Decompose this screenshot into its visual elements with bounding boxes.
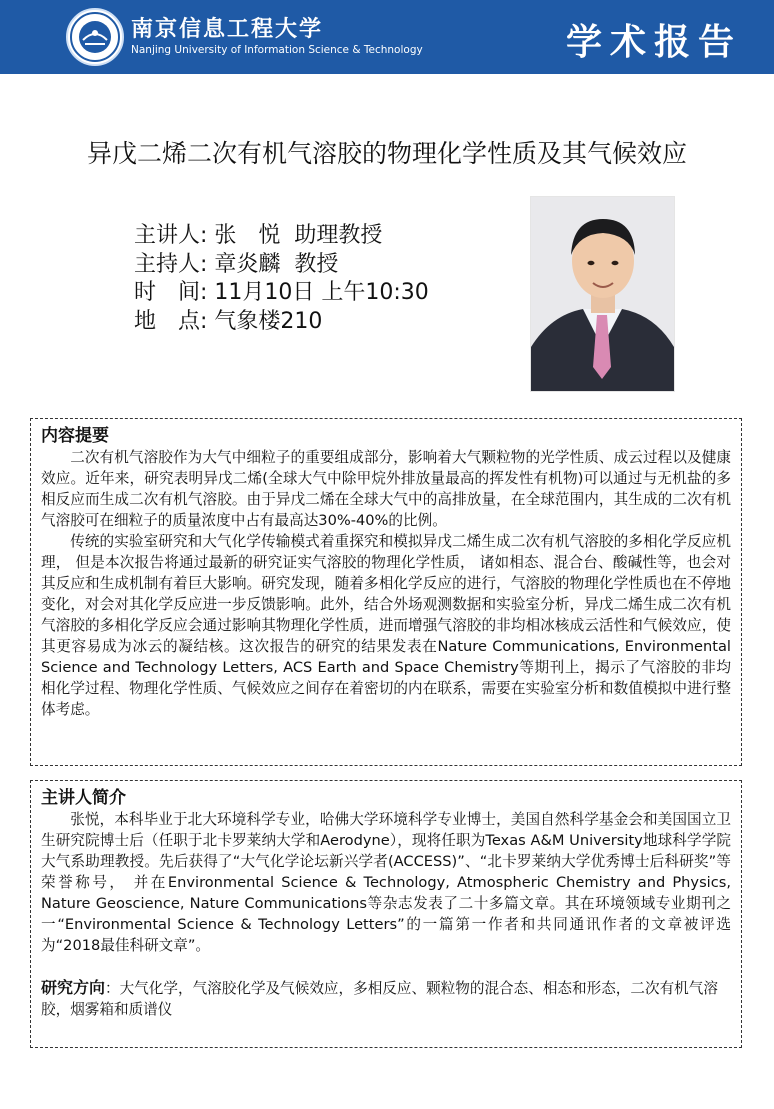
place-value: 气象楼210 — [214, 308, 323, 334]
abstract-section — [30, 418, 742, 766]
research-direction — [41, 977, 731, 1020]
abstract-paragraph-1: 二次有机气溶胶作为大气中细粒子的重要组成部分，影响着大气颗粒物的光学性质、成云过程以及健康效应。近年来，研究表明异戊二烯(全球大气中除甲烷外排放量最高的挥发性有机物)可以通过与无机盐的多相反应而生成二次有机气溶胶。由于异戊二烯在全球大气中的高排放量，在全球范围内，其生成的二次有机气溶胶可在细粒子的质量浓度中占有最高达30%-40%的比例。 — [41, 449, 731, 529]
host-value: 章炎麟 教授 — [214, 251, 339, 277]
bio-paragraph: 张悦，本科毕业于北大环境科学专业，哈佛大学环境科学专业博士，美国自然科学基金会和美国国立卫生研究院博士后（任职于北卡罗莱纳大学和Aerodyne），现将任职为Texas A&M University地球科学学院大气系助理教授。先后获得了“大气化学论坛新兴学者(ACCESS)”、“北卡罗莱纳大学优秀博士后科研奖”等荣誉称号， 并在Environmental Science & Technology, Atmospheric Chemistry and Physics, Nature Geoscience, Nature Communications等杂志发表了二十多篇文章。其在环境领域专业期刊之一“Environmental Science & Technology Letters”的一篇第一作者和共同通讯作者的文章被评选为“2018最佳科研文章”。 — [41, 811, 731, 954]
abstract-paragraph-2: 传统的实验室研究和大气化学传输模式着重探究和模拟异戊二烯生成二次有机气溶胶的多相化学反应机理， 但是本次报告将通过最新的研究证实气溶胶的物理化学性质， 诸如相态、混合台、酸碱性等，也会对其反应和生成机制有着巨大影响。研究发现，随着多相化学反应的进行，气溶胶的物理化学性质也在不停地变化，对会对其化学反应进一步反馈影响。此外，结合外场观测数据和实验室分析，异戊二烯生成二次有机气溶胶的多相化学反应会通过影响其物理化学性质，进而增强气溶胶的非均相冰核成云活性和气候效应，使其更容易成为冰云的凝结核。这次报告的研究的结果发表在Nature Communications, Environmental Science and Technology Letters, ACS Earth and Space Chemistry等期刊上，揭示了气溶胶的非均相化学过程、物理化学性质、气候效应之间存在着密切的内在联系，需要在实验室分析和数值模拟中进行整体考虑。 — [41, 533, 731, 718]
university-logo-icon — [66, 8, 124, 66]
header-banner — [0, 0, 774, 74]
speaker-value: 张 悦 助理教授 — [214, 223, 383, 248]
host-row — [134, 251, 429, 280]
time-row — [134, 279, 429, 308]
page-title: 异戊二烯二次有机气溶胶的物理化学性质及其气候效应 — [86, 139, 687, 168]
host-label: 主持人: — [134, 251, 208, 277]
time-value: 11月10日 上午10:30 — [214, 280, 429, 305]
time-label: 时 间: — [134, 280, 208, 305]
report-badge: 学术报告 — [565, 21, 742, 63]
university-name-cn: 南京信息工程大学 — [131, 16, 324, 42]
research-text: ：大气化学，气溶胶化学及气候效应，多相反应、颗粒物的混合态、相态和形态，二次有机气溶胶，烟雾箱和质谱仪 — [41, 980, 718, 1018]
speaker-label: 主讲人: — [134, 223, 208, 248]
university-name-en: Nanjing University of Information Science & Technology — [131, 44, 423, 56]
place-label: 地 点: — [134, 308, 208, 334]
bio-section — [30, 780, 742, 1048]
place-row — [134, 308, 429, 337]
research-label: 研究方向 — [41, 978, 106, 997]
speaker-photo — [530, 196, 675, 392]
event-info — [134, 222, 429, 336]
speaker-row — [134, 222, 429, 251]
bio-heading: 主讲人简介 — [41, 788, 126, 808]
abstract-heading: 内容提要 — [41, 426, 109, 446]
